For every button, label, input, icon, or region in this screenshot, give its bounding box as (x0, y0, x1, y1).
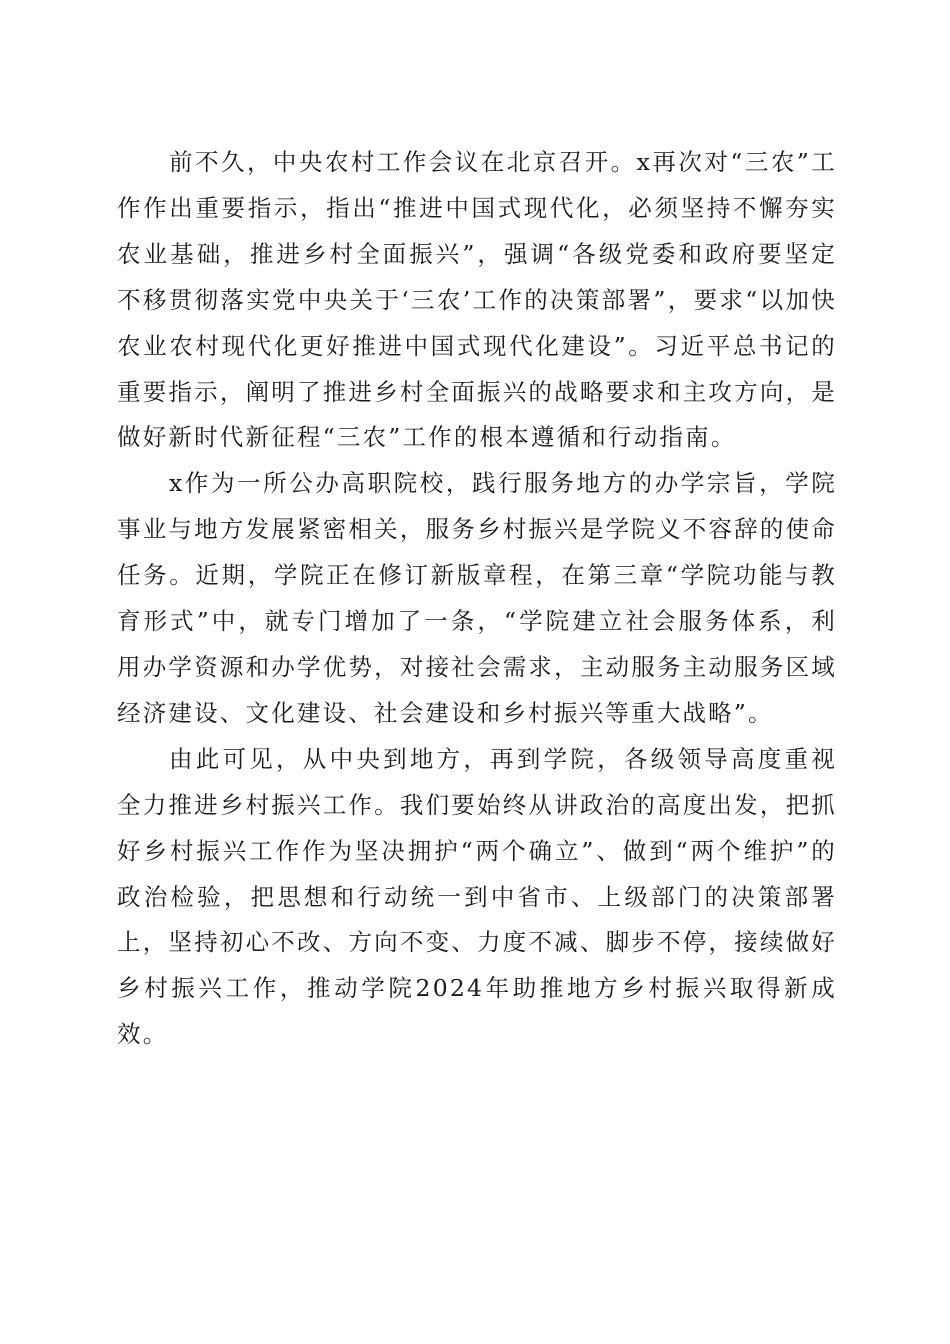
paragraph-3: 由此可见，从中央到地方，再到学院，各级领导高度重视全力推进乡村振兴工作。我们要始终从讲政治的高度出发，把抓好乡村振兴工作作为坚决拥护“两个确立”、做到“两个维护”的政治检验，把思想和行动统一到中省市、上级部门的决策部署上，坚持初心不改、方向不变、力度不减、脚步不停，接续做好乡村振兴工作，推动学院2024年助推地方乡村振兴取得新成效。 (117, 744, 837, 1049)
paragraph-2: x作为一所公办高职院校，践行服务地方的办学宗旨，学院事业与地方发展紧密相关，服务乡村振兴是学院义不容辞的使命任务。近期，学院正在修订新版章程，在第三章“学院功能与教育形式”中，就专门增加了一条，“学院建立社会服务体系，利用办学资源和办学优势，对接社会需求，主动服务主动服务区域经济建设、文化建设、社会建设和乡村振兴等重大战略”。 (117, 469, 837, 727)
paragraph-1: 前不久，中央农村工作会议在北京召开。x再次对“三农”工作作出重要指示，指出“推进中国式现代化，必须坚持不懈夯实农业基础，推进乡村全面振兴”，强调“各级党委和政府要坚定不移贯彻落实党中央关于‘三农’工作的决策部署”，要求“以加快农业农村现代化更好推进中国式现代化建设”。习近平总书记的重要指示，阐明了推进乡村全面振兴的战略要求和主攻方向，是做好新时代新征程“三农”工作的根本遵循和行动指南。 (117, 148, 837, 452)
document-body (117, 140, 837, 1058)
